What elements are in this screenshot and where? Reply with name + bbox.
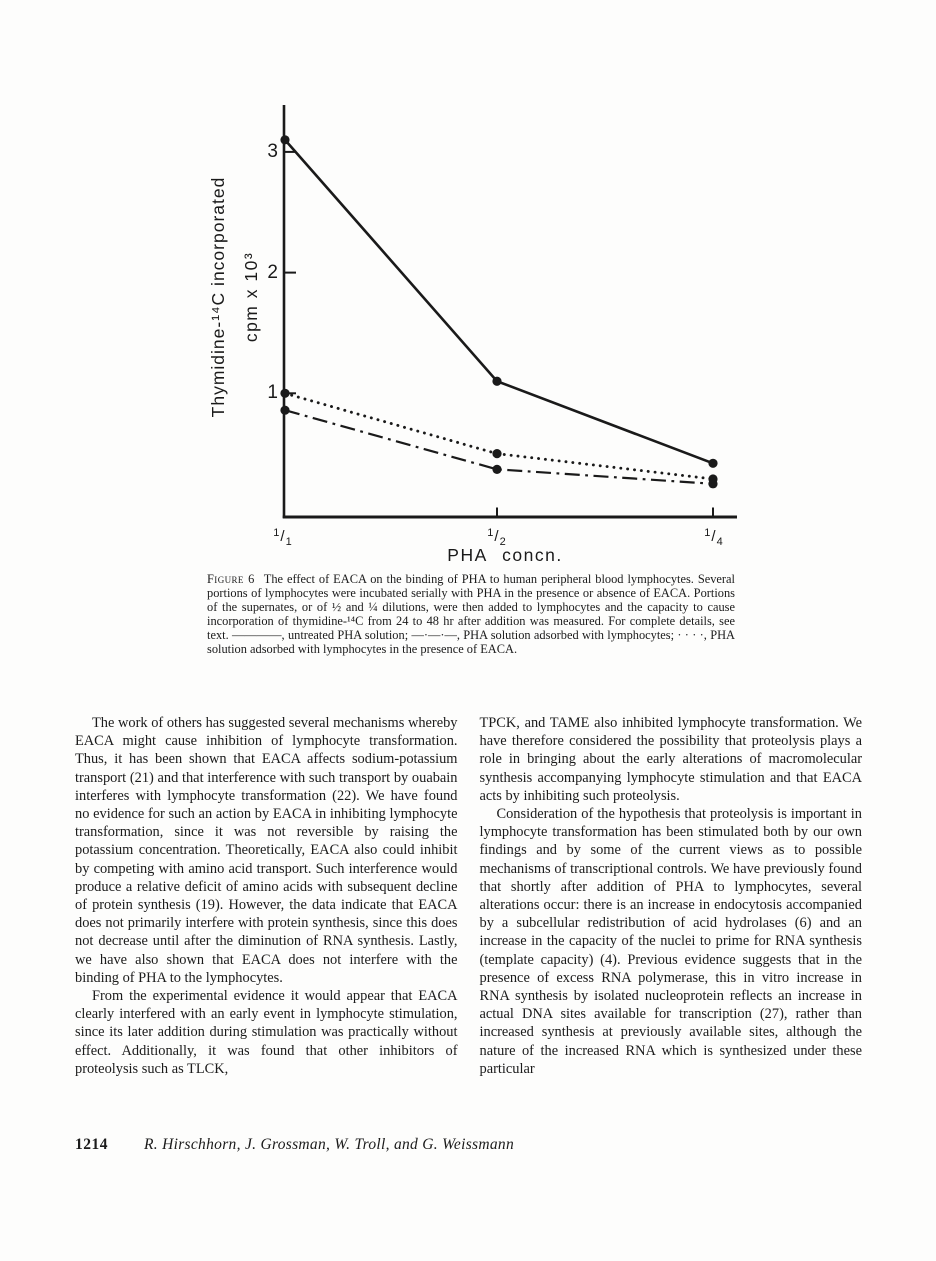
paragraph: From the experimental evidence it would appear that EACA clearly interfered with an early event in lymphocyte stimulation, since its later addition during stimulation was practically without effect. Additionally, it was found that other inhibitors of proteolysis such as TLCK, — [75, 988, 458, 1077]
x-axis-label: PHA concn. — [447, 545, 563, 565]
page-number: 1214 — [75, 1136, 108, 1153]
paragraph: The work of others has suggested several mechanisms whereby EACA might cause inhibition of lymphocyte transformation. Thus, it has been shown that EACA affects sodium-potassium transport (21) and that interference with such transport by ouabain interferes with lymphocyte transformation (22). We have found no evidence for such an action by EACA in inhibiting lymphocyte transformation, since it was not reversible by raising the potassium concentration. Theoretically, EACA also could inhibit by competing with amino acid transport. Such interference would produce a relative deficit of amino acids with subsequent decline of protein synthesis (19). However, the data indicate that EACA does not primarily interfere with protein synthesis, since this does not decrease until after the diminution of RNA synthesis. Lastly, we have also shown that EACA does not interfere with the binding of PHA to the lymphocytes. — [75, 715, 458, 986]
y-axis-units-label: cpm x 10³ — [241, 251, 261, 343]
x-tick-label-1-1: $^1/_1$ — [273, 527, 293, 548]
figure-caption-text: The effect of EACA on the binding of PHA to human peripheral blood lymphocytes. Several portions of lymphocytes were incubated serially with PHA in the presence or absence of EACA. Portions of the supernates, or of ½ and ¼ dilutions, were then added to lymphocytes and the capacity to cause incorporation of thymidine-¹⁴C from 24 to 48 hr after addition was measured. For complete details, see text. ————, untreated PHA solution; —·—·—, PHA solution adsorbed with lymphocytes; · · · ·, PHA solution adsorbed with lymphocytes in the presence of EACA. — [207, 572, 735, 656]
figure-caption-label: Figure 6 — [207, 572, 255, 586]
paragraph: Consideration of the hypothesis that proteolysis is important in lymphocyte transformation has been stimulated both by our own findings and by some of the current views as to possible mechanisms of transcriptional controls. We have previously found that shortly after addition of PHA to lymphocytes, several alterations occur: there is an increase in endocytosis accompanied by a subcellular redistribution of acid hydrolases (6) and an increase in the capacity of the nuclei to prime for RNA synthesis (template capacity) (4). Previous evidence suggests that in the presence of excess RNA polymerase, this in vitro increase in RNA synthesis by isolated nucleoprotein reflects an increase in actual DNA sites available for transcription (27), rather than increased synthesis at previously available sites, although the nature of the increased RNA which is synthesized under these particular — [479, 806, 862, 1077]
x-tick-label-1-4: $^1/_4$ — [704, 527, 724, 548]
line-chart-canvas — [0, 0, 936, 575]
paragraph: TPCK, and TAME also inhibited lymphocyte transformation. We have therefore considered the possibility that proteolysis plays a role in bringing about the early alterations of macromolecular synthesis accompanying lymphocyte stimulation and that EACA acts by inhibiting such proteolysis. — [479, 715, 862, 804]
y-tick-label-3: 3 — [267, 141, 278, 162]
x-tick-numerator: 1 — [704, 527, 712, 539]
x-tick-denominator: 2 — [499, 536, 507, 548]
x-tick-numerator: 1 — [487, 527, 495, 539]
body-column-right — [480, 714, 863, 1078]
figure-6-chart — [0, 0, 936, 575]
y-tick-label-2: 2 — [267, 262, 278, 283]
running-authors: R. Hirschhorn, J. Grossman, W. Troll, and G. Weissmann — [144, 1136, 515, 1153]
x-tick-label-1-2: $^1/_2$ — [487, 527, 507, 548]
article-body — [75, 714, 862, 1078]
page-footer — [75, 1136, 865, 1154]
x-tick-denominator: 1 — [285, 536, 293, 548]
x-tick-denominator: 4 — [716, 536, 724, 548]
figure-caption — [207, 572, 735, 656]
y-axis-label: Thymidine-¹⁴C incorporated — [208, 176, 228, 418]
x-tick-numerator: 1 — [273, 527, 281, 539]
y-tick-label-1: 1 — [267, 382, 278, 403]
body-column-left — [75, 714, 458, 1078]
